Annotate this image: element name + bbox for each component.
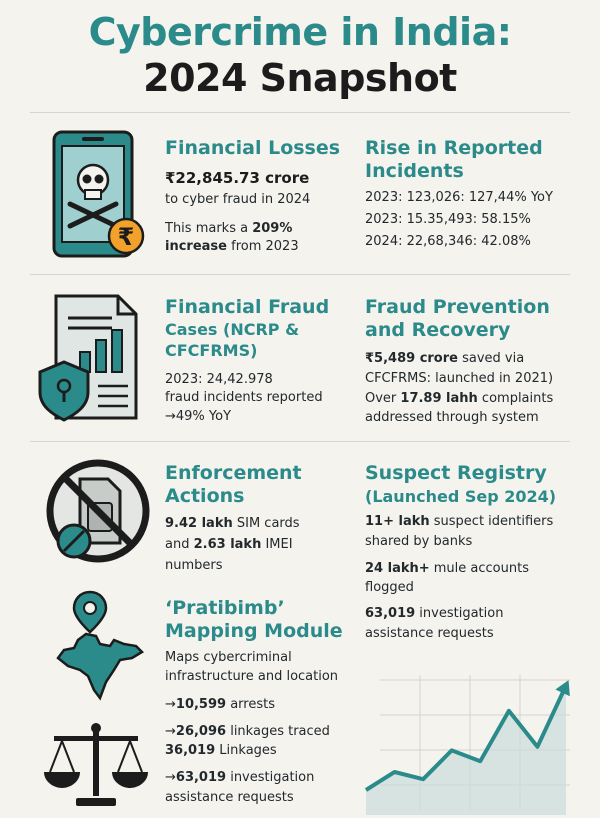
divider [30,112,570,113]
suspect-requests: 63,019 investigation [365,606,504,621]
fraud-cases-yoy: →49% YoY [165,409,232,424]
financial-losses-subtext: to cyber fraud in 2024 [165,192,311,207]
pratibimb-desc-line2: infrastructure and location [165,669,339,684]
enforcement-imei: and 2.63 lakh IMEI [165,537,293,552]
page-title: Cybercrime in India: [88,10,512,54]
prevention-system: addressed through system [365,410,539,425]
enforcement-heading: Enforcement Actions [165,462,302,507]
rise-incidents-heading: Rise in Reported Incidents [365,137,543,182]
prevention-complaints: Over 17.89 lahh complaints [365,391,554,406]
pratibimb-requests-line2: assistance requests [165,790,294,805]
pratibimb-linkages: →26,096 linkages traced [165,724,330,739]
divider [30,274,570,275]
suspect-mule: 24 lakh+ mule accounts [365,561,529,576]
blocked-sim-icon [42,455,154,567]
fraud-cases-value: 2023: 24,42.978 [165,372,273,387]
enforcement-numbers: numbers [165,558,223,573]
rise-incidents-line: 2024: 22,68,346: 42.08% [365,234,531,249]
suspect-mule-line2: flogged [365,580,414,595]
financial-losses-amount: ₹22,845.73 crore [165,169,310,187]
report-shield-icon [36,290,152,428]
rise-incidents-line: 2023: 15.35,493: 58.15% [365,212,531,227]
fraud-cases-text: fraud incidents reported [165,390,323,405]
suspect-requests-line2: assistance requests [365,626,494,641]
pratibimb-heading: ‘Pratibimb’ Mapping Module [165,597,343,642]
scales-of-justice-icon [40,718,152,814]
pratibimb-linkages2: 36,019 Linkages [165,743,277,758]
pratibimb-requests: →63,019 investigation [165,770,315,785]
prevention-launch: CFCFRMS: launched in 2021) [365,371,554,386]
financial-losses-increase: This marks a 209% [165,221,293,236]
pratibimb-arrests: →10,599 arrests [165,697,275,712]
page-subtitle: 2024 Snapshot [143,56,457,100]
prevention-saved: ₹5,489 crore saved via [365,351,525,366]
prevention-heading: Fraud Prevention and Recovery [365,296,550,341]
fraud-cases-heading: Financial Fraud Cases (NCRP & CFCFRMS) [165,296,330,360]
rise-incidents-line: 2023: 123,026: 127,44% YoY [365,190,553,205]
trend-line-chart [360,660,580,815]
svg-text:₹: ₹ [117,223,135,251]
financial-losses-increase-line2: increase from 2023 [165,239,299,254]
india-map-pin-icon [50,586,150,706]
suspect-registry-heading: Suspect Registry (Launched Sep 2024) [365,462,557,506]
enforcement-sim: 9.42 lakh SIM cards [165,516,300,531]
divider [30,441,570,442]
pratibimb-desc: Maps cybercriminal [165,650,292,665]
phone-skull-icon [48,128,148,263]
financial-losses-heading: Financial Losses [165,137,341,159]
suspect-ids-line2: shared by banks [365,534,473,549]
suspect-ids: 11+ lakh suspect identifiers [365,514,554,529]
